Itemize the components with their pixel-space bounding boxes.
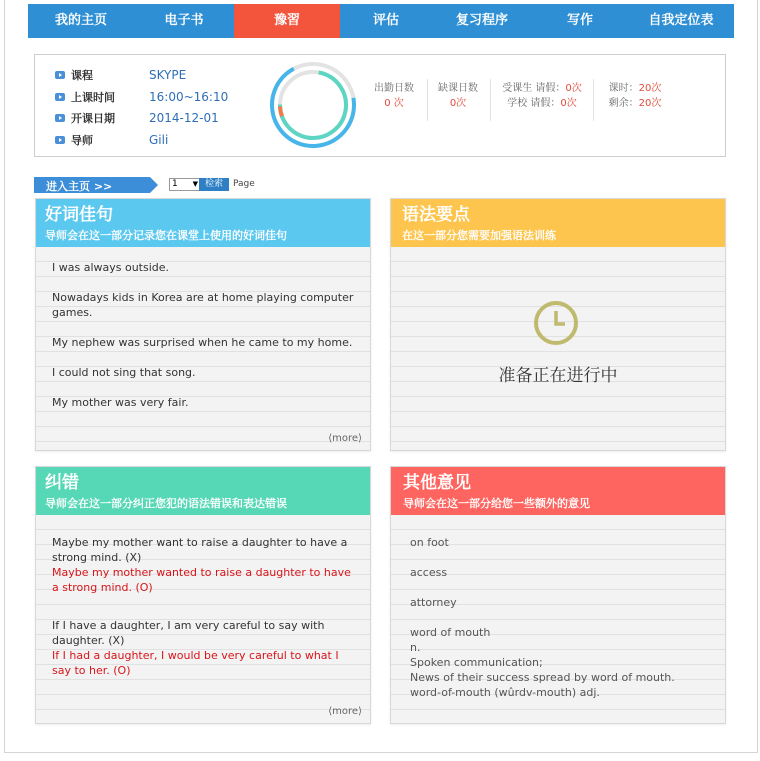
play-icon bbox=[55, 136, 65, 144]
course-info-box bbox=[34, 54, 726, 157]
detail-line: n. bbox=[410, 641, 421, 654]
page-select-value: 1 bbox=[172, 179, 178, 189]
correction-wrong: Maybe my mother want to raise a daughter to have a strong mind. (X) bbox=[52, 536, 348, 564]
page-select[interactable] bbox=[169, 178, 201, 191]
school-leave-label: 学校 请假： bbox=[507, 98, 561, 109]
clock-icon bbox=[533, 300, 579, 346]
opinions-panel bbox=[390, 466, 726, 724]
more-link[interactable]: ⟨more⟩ bbox=[328, 706, 362, 717]
student-leave-label: 受课生 请假： bbox=[502, 83, 566, 94]
nav-tab-writing[interactable]: 写作 bbox=[566, 13, 593, 28]
play-icon bbox=[55, 93, 65, 101]
course-label: 课程 bbox=[71, 69, 93, 82]
tutor-row bbox=[55, 132, 168, 148]
hours-value: 20次 bbox=[638, 83, 662, 94]
nav-tab-review[interactable]: 复习程序 bbox=[455, 13, 508, 28]
leave-stat bbox=[497, 79, 587, 129]
list-item: My nephew was surprised when he came to my home. bbox=[52, 336, 353, 349]
tutor-label: 导师 bbox=[71, 134, 93, 147]
search-button[interactable]: 检索 bbox=[199, 178, 229, 191]
list-item: I could not sing that song. bbox=[52, 366, 196, 379]
main-nav bbox=[28, 4, 734, 38]
remain-value: 20次 bbox=[638, 98, 662, 109]
phrases-title: 好词佳句 bbox=[45, 205, 113, 225]
corrections-title: 纠错 bbox=[45, 473, 79, 493]
corrections-list bbox=[52, 535, 358, 678]
student-leave-value: 0次 bbox=[565, 83, 582, 94]
corrections-header bbox=[36, 467, 370, 515]
enter-home-label: 进入主页 >> bbox=[46, 180, 113, 193]
list-item: access bbox=[410, 566, 448, 579]
phrases-subtitle: 导师会在这一部分记录您在课堂上使用的好词佳句 bbox=[45, 229, 287, 242]
phrases-panel bbox=[35, 198, 371, 451]
hours-label: 课时： bbox=[608, 83, 639, 94]
start-date-value: 2014-12-01 bbox=[149, 111, 219, 125]
chevron-down-icon: ▼ bbox=[192, 180, 198, 188]
play-icon bbox=[55, 114, 65, 122]
course-row bbox=[55, 67, 186, 83]
time-label: 上课时间 bbox=[71, 91, 115, 104]
time-value: 16:00~16:10 bbox=[149, 90, 229, 104]
grammar-status: 准备正在进行中 bbox=[498, 366, 618, 386]
list-item: I was always outside. bbox=[52, 261, 170, 274]
hours-stat bbox=[601, 79, 669, 129]
absence-label: 缺课日数 bbox=[438, 83, 478, 94]
start-date-label: 开课日期 bbox=[71, 112, 115, 125]
start-date-row bbox=[55, 110, 219, 126]
detail-line: News of their success spread by word of mouth. bbox=[410, 671, 675, 684]
attendance-label: 出勤日数 bbox=[374, 83, 414, 94]
nav-tab-self-assessment[interactable]: 自我定位表 bbox=[648, 13, 714, 28]
absence-stat bbox=[435, 79, 481, 129]
grammar-title: 语法要点 bbox=[402, 205, 470, 225]
correction-right: Maybe my mother wanted to raise a daughter to have a strong mind. (O) bbox=[52, 566, 351, 594]
list-item: on foot bbox=[410, 536, 449, 549]
attendance-value: 0 次 bbox=[384, 98, 404, 109]
lined-background bbox=[391, 247, 725, 450]
correction-wrong: If I have a daughter, I am very careful to say with daughter. (X) bbox=[52, 619, 325, 647]
nav-tab-home[interactable]: 我的主页 bbox=[54, 13, 107, 28]
list-item: attorney bbox=[410, 596, 457, 609]
progress-ring bbox=[269, 61, 357, 149]
ring-outer-arc bbox=[269, 61, 357, 149]
nav-tab-ebook[interactable]: 电子书 bbox=[164, 13, 204, 28]
opinions-title: 其他意见 bbox=[403, 473, 471, 493]
opinions-header bbox=[391, 467, 725, 515]
remaining bbox=[601, 94, 669, 109]
detail-line: word of mouth bbox=[410, 626, 491, 639]
remain-label: 剩余： bbox=[608, 98, 639, 109]
nav-tab-evaluation[interactable]: 评估 bbox=[372, 13, 399, 28]
correction-right: If I had a daughter, I would be very careful to what I say to her. (O) bbox=[52, 649, 339, 677]
opinions-subtitle: 导师会在这一部分给您一些额外的意见 bbox=[403, 497, 590, 510]
opinions-list bbox=[410, 535, 715, 700]
hours bbox=[601, 79, 669, 94]
grammar-subtitle: 在这一部分您需要加强语法训练 bbox=[402, 229, 556, 242]
divider bbox=[427, 79, 428, 121]
nav-tab-preview[interactable]: 豫習 bbox=[234, 4, 340, 38]
corrections-subtitle: 导师会在这一部分纠正您犯的语法错误和表达错误 bbox=[45, 497, 287, 510]
enter-home-button[interactable] bbox=[34, 177, 158, 193]
school-leave bbox=[497, 94, 587, 109]
divider bbox=[593, 79, 594, 121]
list-item: Nowadays kids in Korea are at home playing computer games. bbox=[52, 291, 354, 319]
phrases-header bbox=[36, 199, 370, 247]
course-value: SKYPE bbox=[149, 68, 187, 82]
grammar-header bbox=[391, 199, 725, 247]
tutor-value: Gili bbox=[149, 133, 169, 147]
phrases-list bbox=[52, 260, 360, 425]
school-leave-value: 0次 bbox=[560, 98, 577, 109]
attendance-stat bbox=[371, 79, 417, 129]
play-icon bbox=[55, 71, 65, 79]
time-row bbox=[55, 89, 228, 105]
absence-value: 0次 bbox=[449, 98, 467, 109]
detail-line: word-of-mouth (wûrdv-mouth) adj. bbox=[410, 686, 600, 699]
list-item: My mother was very fair. bbox=[52, 396, 189, 409]
page-label: Page bbox=[233, 179, 255, 189]
more-link[interactable]: ⟨more⟩ bbox=[328, 433, 362, 444]
ring-inner-arc bbox=[275, 67, 351, 143]
divider bbox=[490, 79, 491, 121]
detail-line: Spoken communication; bbox=[410, 656, 543, 669]
corrections-panel bbox=[35, 466, 371, 724]
student-leave bbox=[497, 79, 587, 94]
grammar-panel bbox=[390, 198, 726, 451]
